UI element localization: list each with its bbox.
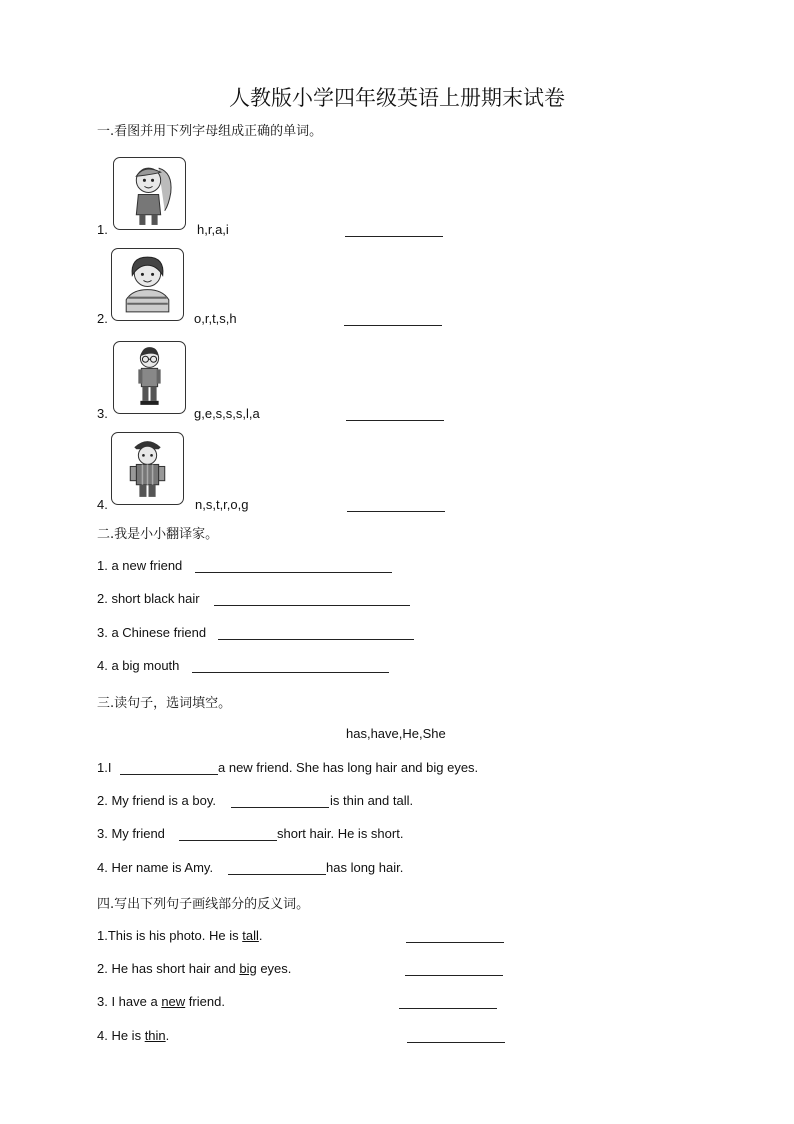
s4-item4-answer-blank[interactable] — [407, 1042, 505, 1043]
s3-item4-answer-blank[interactable] — [228, 874, 326, 875]
page-title: 人教版小学四年级英语上册期末试卷 — [229, 86, 565, 110]
s2-item1-answer-blank[interactable] — [195, 572, 392, 573]
s4-item4-before: 4. He is — [97, 1028, 145, 1043]
s3-item1-after: a new friend. She has long hair and big eyes. — [218, 760, 479, 775]
s4-item2-underlined: big — [239, 961, 257, 976]
s4-item1-before: 1.This is his photo. He is — [97, 928, 243, 943]
s4-item4-after: . — [165, 1028, 170, 1043]
s1-item2-answer-blank[interactable] — [344, 325, 442, 326]
section4-heading: 四.写出下列句子画线部分的反义词。 — [97, 897, 310, 912]
s4-item3-underlined: new — [161, 994, 186, 1009]
s4-item2-after: eyes. — [256, 961, 292, 976]
section2-heading: 二.我是小小翻译家。 — [97, 527, 219, 542]
s4-item3-before: 3. I have a — [97, 994, 162, 1009]
s4-item2-answer-blank[interactable] — [405, 975, 503, 976]
s1-item4-number: 4. — [97, 497, 108, 512]
s4-item1 — [97, 928, 262, 943]
s3-item3-answer-blank[interactable] — [179, 840, 277, 841]
s3-item2-after: is thin and tall. — [330, 793, 414, 808]
s4-item3-answer-blank[interactable] — [399, 1008, 497, 1009]
s2-item3-answer-blank[interactable] — [218, 639, 414, 640]
s4-item3-after: friend. — [185, 994, 225, 1009]
s4-item4 — [97, 1028, 169, 1043]
s3-item4-before: 4. Her name is Amy. — [97, 860, 214, 875]
s1-item2-letters: o,r,t,s,h — [194, 311, 237, 326]
s1-item3-number: 3. — [97, 406, 108, 421]
s2-item4-answer-blank[interactable] — [192, 672, 389, 673]
s1-item2-number: 2. — [97, 311, 108, 326]
s3-item3-after: short hair. He is short. — [277, 826, 404, 841]
s3-item3-before: 3. My friend — [97, 826, 165, 841]
s1-item3-answer-blank[interactable] — [346, 420, 444, 421]
s2-item2: 2. short black hair — [97, 591, 200, 606]
s1-item4-answer-blank[interactable] — [347, 511, 445, 512]
boy-glasses-picture — [113, 341, 186, 414]
girl-short-hair-picture — [111, 248, 184, 321]
s2-item3: 3. a Chinese friend — [97, 625, 207, 640]
s4-item3 — [97, 994, 225, 1009]
section1-heading: 一.看图并用下列字母组成正确的单词。 — [97, 124, 323, 139]
s1-item3-letters: g,e,s,s,s,l,a — [194, 406, 260, 421]
s4-item1-after: . — [258, 928, 263, 943]
s2-item1: 1. a new friend — [97, 558, 183, 573]
s1-item1-letters: h,r,a,i — [197, 222, 229, 237]
s4-item1-underlined: tall — [242, 928, 259, 943]
word-bank: has,have,He,She — [346, 726, 446, 741]
s3-item2-before: 2. My friend is a boy. — [97, 793, 216, 808]
s2-item4: 4. a big mouth — [97, 658, 180, 673]
s2-item2-answer-blank[interactable] — [214, 605, 410, 606]
s4-item2-before: 2. He has short hair and — [97, 961, 240, 976]
s3-item2-answer-blank[interactable] — [231, 807, 329, 808]
girl-ponytail-picture — [113, 157, 186, 230]
s1-item4-letters: n,s,t,r,o,g — [195, 497, 249, 512]
section3-heading: 三.读句子，选词填空。 — [97, 696, 232, 711]
s1-item1-answer-blank[interactable] — [345, 236, 443, 237]
s1-item1-number: 1. — [97, 222, 108, 237]
strong-boy-picture — [111, 432, 184, 505]
s3-item1-answer-blank[interactable] — [120, 774, 218, 775]
s4-item4-underlined: thin — [144, 1028, 166, 1043]
s4-item1-answer-blank[interactable] — [406, 942, 504, 943]
s3-item1-before: 1.I — [97, 760, 112, 775]
s3-item4-after: has long hair. — [326, 860, 404, 875]
s4-item2 — [97, 961, 291, 976]
